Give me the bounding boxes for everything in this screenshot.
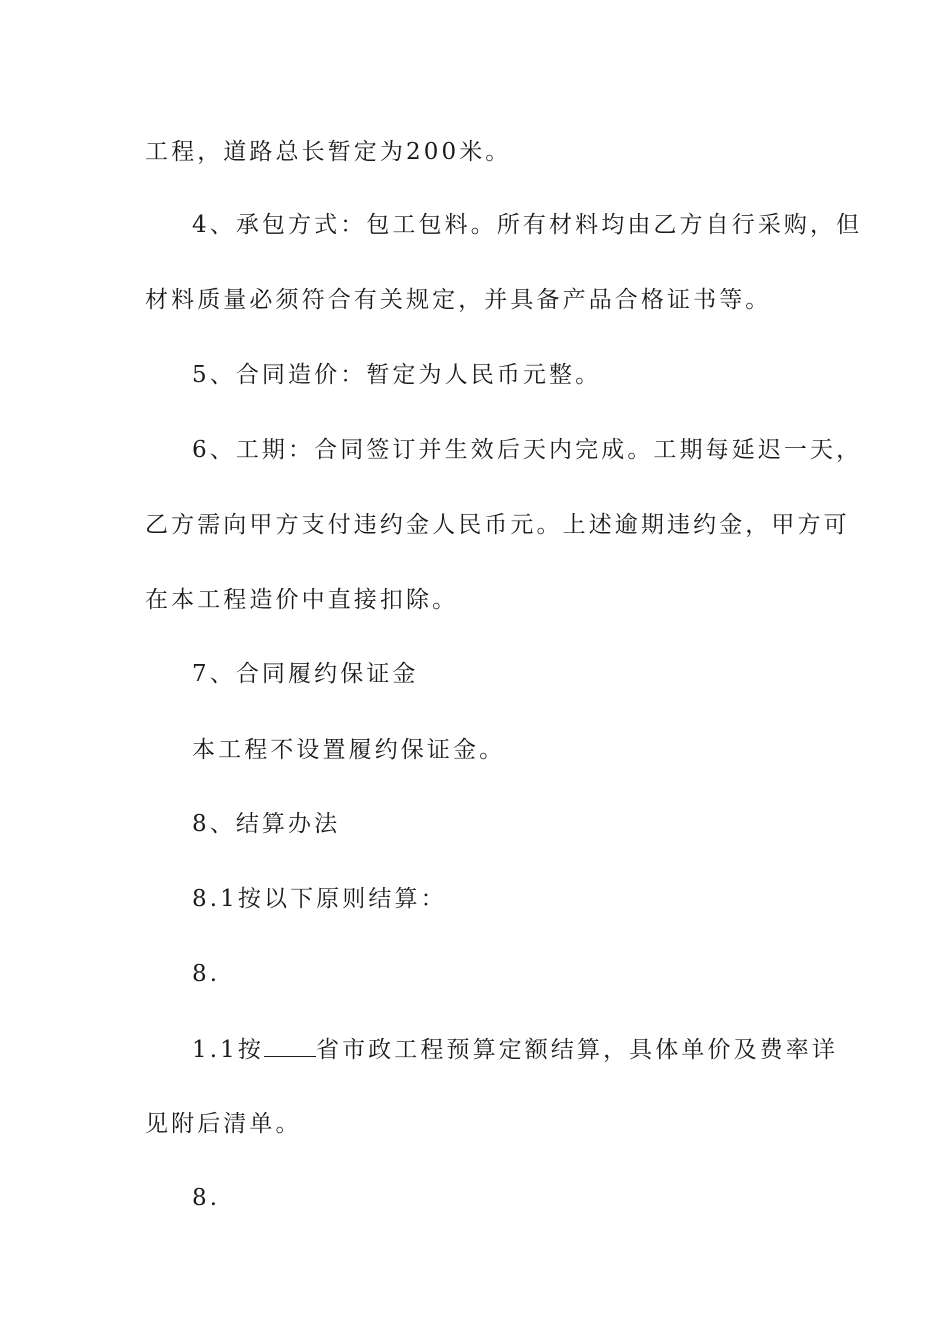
text-line: 材料质量必须符合有关规定，并具备产品合格证书等。	[145, 287, 772, 313]
text-line: 在本工程造价中直接扣除。	[145, 587, 459, 613]
text-line	[192, 1034, 838, 1065]
text-line: 5、合同造价：暂定为人民币元整。	[192, 362, 602, 388]
text-line: 本工程不设置履约保证金。	[192, 737, 506, 763]
text-line: 7、合同履约保证金	[192, 661, 419, 687]
text-line: 乙方需向甲方支付违约金人民币元。上述逾期违约金，甲方可	[145, 512, 850, 538]
text-line: 8、结算办法	[192, 811, 341, 837]
text-line: 8.	[192, 1185, 221, 1211]
text-line: 工程，道路总长暂定为200米。	[145, 139, 512, 165]
text-segment: 1.1按	[192, 1037, 264, 1063]
text-segment: 省市政工程预算定额结算，具体单价及费率详	[315, 1037, 838, 1063]
blank-underline	[264, 1034, 316, 1057]
text-line: 8.1按以下原则结算：	[192, 886, 447, 912]
text-line: 见附后清单。	[145, 1111, 302, 1137]
text-line: 8.	[192, 961, 221, 987]
text-line: 6、工期：合同签订并生效后天内完成。工期每延迟一天，	[192, 437, 863, 463]
text-line: 4、承包方式：包工包料。所有材料均由乙方自行采购，但	[192, 212, 863, 238]
